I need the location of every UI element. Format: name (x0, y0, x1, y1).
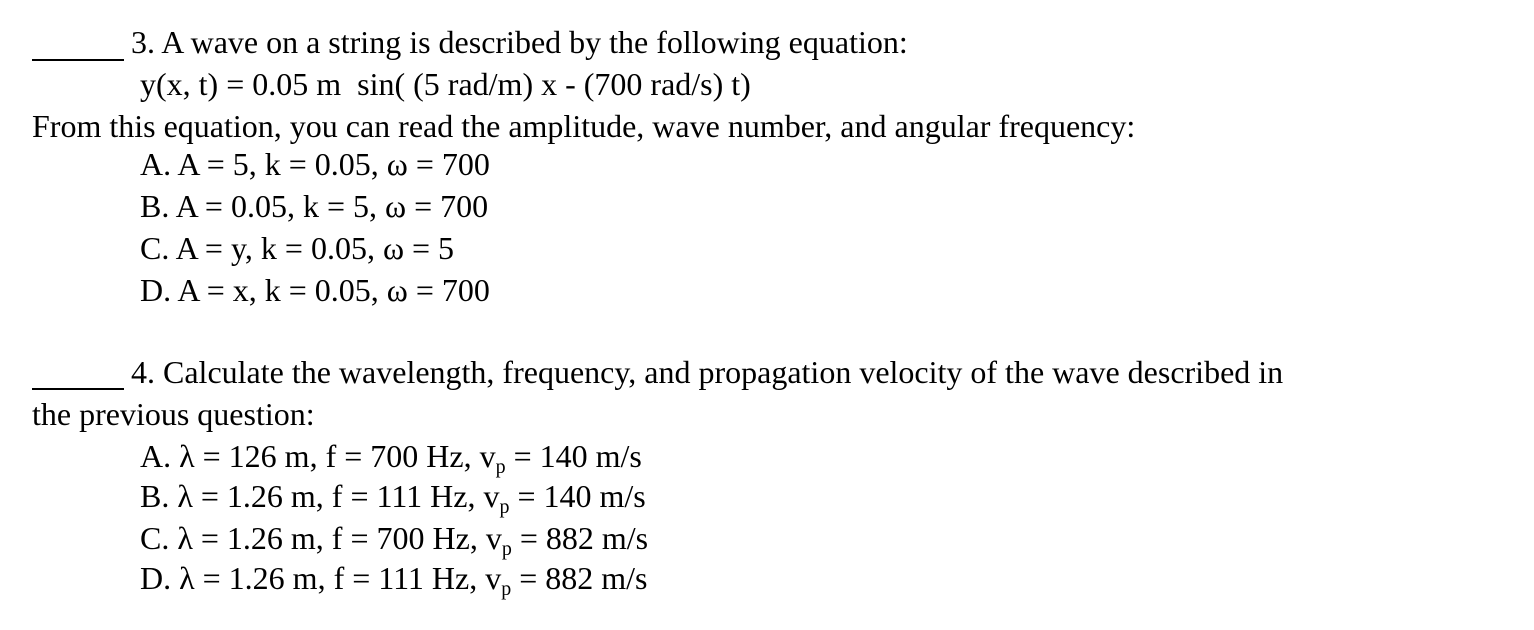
question-4-number: 4. (131, 354, 155, 390)
question-4-text: Calculate the wavelength, frequency, and propagation velocity of the wave described in (163, 354, 1284, 390)
question-4-stem (131, 352, 1283, 392)
question-4-stem-continued: the previous question: (32, 396, 315, 432)
subscript-p: p (501, 578, 512, 600)
subscript-p: p (495, 456, 506, 478)
question-3-stem-continued: From this equation, you can read the amplitude, wave number, and angular frequency: (32, 108, 1136, 144)
question-3-option-c[interactable]: C. A = y, k = 0.05, ω = 5 (140, 230, 455, 266)
question-3-option-b[interactable]: B. A = 0.05, k = 5, ω = 700 (140, 188, 489, 224)
question-3-option-d[interactable]: D. A = x, k = 0.05, ω = 700 (140, 272, 490, 308)
subscript-p: p (499, 496, 510, 518)
option-text: = 882 m/s (511, 560, 648, 596)
question-3-option-a[interactable]: A. A = 5, k = 0.05, ω = 700 (140, 146, 490, 182)
option-text: A. λ = 126 m, f = 700 Hz, v (140, 438, 496, 474)
question-3-equation: y(x, t) = 0.05 m sin( (5 rad/m) x - (700 rad/s) t) (140, 66, 751, 102)
option-text: C. λ = 1.26 m, f = 700 Hz, v (140, 520, 502, 556)
option-text: B. λ = 1.26 m, f = 111 Hz, v (140, 478, 500, 514)
option-text: = 882 m/s (511, 520, 649, 556)
question-3-number: 3. (131, 24, 155, 60)
question-3-text: A wave on a string is described by the following equation: (161, 24, 908, 60)
answer-blank-q4[interactable] (32, 388, 124, 390)
option-text: D. λ = 1.26 m, f = 111 Hz, v (140, 560, 502, 596)
option-text: = 140 m/s (505, 438, 642, 474)
answer-blank-q3[interactable] (32, 59, 124, 61)
subscript-p: p (501, 538, 512, 560)
option-text: = 140 m/s (509, 478, 646, 514)
question-3-stem (131, 22, 908, 62)
question-4-option-d[interactable] (140, 558, 647, 609)
